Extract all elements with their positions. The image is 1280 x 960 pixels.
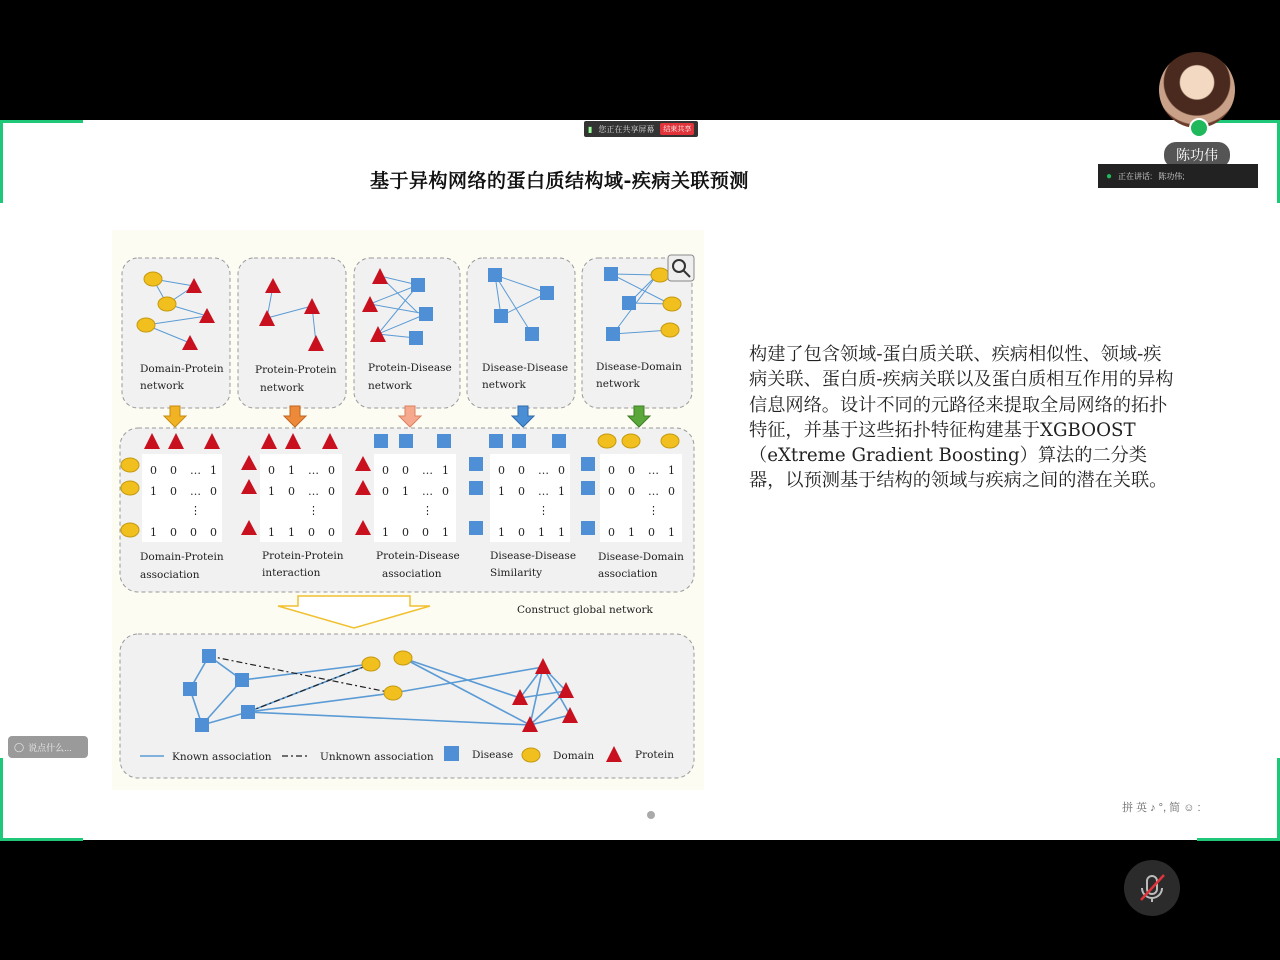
domain-node xyxy=(622,434,640,448)
mic-active-icon xyxy=(1189,118,1209,138)
network-label-4b: network xyxy=(482,379,526,391)
matrix-cell: … xyxy=(538,485,549,498)
disease-node xyxy=(512,434,526,448)
matrix-cell: … xyxy=(422,485,433,498)
matrix-cell: 0 xyxy=(328,485,335,498)
domain-node xyxy=(362,657,380,671)
matrix-cell: 1 xyxy=(382,526,389,539)
matrix-cell: ⋮ xyxy=(648,504,659,517)
matrix-cell: 0 xyxy=(628,485,635,498)
domain-node xyxy=(121,523,139,537)
stop-share-button[interactable]: 结束共享 xyxy=(660,123,694,135)
disease-node xyxy=(183,682,197,696)
matrix-cell: 1 xyxy=(288,526,295,539)
matrix-cell: … xyxy=(190,464,201,477)
matrix-cell: 1 xyxy=(210,464,217,477)
matrix-cell: 0 xyxy=(442,485,449,498)
disease-node xyxy=(581,521,595,535)
matrix-cell: 0 xyxy=(558,464,565,477)
matrix-cell: 1 xyxy=(498,485,505,498)
construct-label: Construct global network xyxy=(517,604,653,616)
magnifier-icon[interactable] xyxy=(668,255,694,281)
matrix-cell: 1 xyxy=(668,464,675,477)
signal-icon: ▮ xyxy=(588,124,593,134)
matrix-cell: 1 xyxy=(628,526,635,539)
disease-node xyxy=(202,649,216,663)
disease-node xyxy=(195,718,209,732)
legend-unknown: Unknown association xyxy=(320,751,434,763)
chat-icon: ◯ xyxy=(14,741,25,752)
matrix-label-5: Disease-Domain xyxy=(598,551,684,563)
domain-node xyxy=(121,481,139,495)
matrix-cell: 1 xyxy=(150,526,157,539)
matrix-cell: ⋮ xyxy=(308,504,319,517)
chat-placeholder: 说点什么... xyxy=(28,742,72,753)
disease-node xyxy=(606,327,620,341)
domain-node xyxy=(661,434,679,448)
matrix-cell: 0 xyxy=(608,464,615,477)
legend-protein: Protein xyxy=(635,749,674,761)
matrix-cell: 1 xyxy=(558,526,565,539)
matrix-cell: ⋮ xyxy=(190,504,201,517)
disease-node xyxy=(411,278,425,292)
domain-node xyxy=(661,323,679,337)
speaking-indicator xyxy=(1098,164,1258,188)
matrix-cell: 1 xyxy=(268,485,275,498)
chat-input[interactable] xyxy=(8,736,88,758)
matrix-cell: 1 xyxy=(442,526,449,539)
legend-domain: Domain xyxy=(553,750,595,762)
matrix-cell: 0 xyxy=(170,526,177,539)
matrix-cell: ⋮ xyxy=(538,504,549,517)
matrix-cell: 0 xyxy=(422,526,429,539)
matrix-cell: 0 xyxy=(268,464,275,477)
matrix-cell: … xyxy=(422,464,433,477)
matrix-cell: … xyxy=(308,464,319,477)
matrix-cell: 1 xyxy=(402,485,409,498)
matrix-label-2b: interaction xyxy=(262,567,321,579)
network-label-5: Disease-Domain xyxy=(596,361,682,373)
disease-node xyxy=(488,268,502,282)
matrix-label-5b: association xyxy=(598,568,658,580)
matrix-cell: 0 xyxy=(518,526,525,539)
legend-known: Known association xyxy=(172,751,272,763)
network-label-5b: network xyxy=(596,378,640,390)
network-label-1b: network xyxy=(140,380,184,392)
disease-node xyxy=(469,481,483,495)
domain-node xyxy=(121,458,139,472)
network-label-4: Disease-Disease xyxy=(482,362,569,374)
network-label-3b: network xyxy=(368,380,412,392)
slide-title: 基于异构网络的蛋白质结构域-疾病关联预测 xyxy=(370,170,749,192)
speaking-label: 正在讲话: xyxy=(1118,171,1153,181)
matrix-cell: 0 xyxy=(402,526,409,539)
matrix-label-4: Disease-Disease xyxy=(490,550,577,562)
matrix-cell: 0 xyxy=(210,485,217,498)
network-label-2b: network xyxy=(260,382,304,394)
matrix-label-2: Protein-Protein xyxy=(262,550,344,562)
matrix-cell: … xyxy=(308,485,319,498)
matrix-cell: ⋮ xyxy=(422,504,433,517)
matrix-cell: 0 xyxy=(328,464,335,477)
network-label-3: Protein-Disease xyxy=(368,362,452,374)
domain-node xyxy=(394,651,412,665)
speaking-name: 陈功伟; xyxy=(1158,171,1185,181)
matrix-label-3: Protein-Disease xyxy=(376,550,460,562)
matrix-cell: 0 xyxy=(518,485,525,498)
domain-node xyxy=(158,297,176,311)
disease-node xyxy=(489,434,503,448)
disease-node xyxy=(235,673,249,687)
matrix-cell: … xyxy=(538,464,549,477)
matrix-cell: 0 xyxy=(402,464,409,477)
disease-node xyxy=(399,434,413,448)
disease-node xyxy=(409,331,423,345)
mic-icon: ● xyxy=(1106,170,1113,182)
matrix-cell: … xyxy=(648,485,659,498)
disease-node xyxy=(622,296,636,310)
share-frame-corner xyxy=(1197,758,1280,841)
matrix-label-4b: Similarity xyxy=(490,567,543,579)
disease-node xyxy=(581,481,595,495)
matrix-cell: 0 xyxy=(308,526,315,539)
matrix-cell: 0 xyxy=(288,485,295,498)
legend-disease: Disease xyxy=(472,749,514,761)
disease-node xyxy=(374,434,388,448)
matrix-cell: 1 xyxy=(150,485,157,498)
disease-node xyxy=(581,457,595,471)
disease-node xyxy=(494,309,508,323)
matrix-label-1b: association xyxy=(140,569,200,581)
matrix-cell: 1 xyxy=(558,485,565,498)
share-frame-corner xyxy=(0,758,83,841)
disease-node xyxy=(469,457,483,471)
network-panels xyxy=(122,255,694,408)
disease-node xyxy=(437,434,451,448)
matrix-cell: 0 xyxy=(668,485,675,498)
network-figure xyxy=(112,230,704,790)
matrix-cell: 0 xyxy=(518,464,525,477)
matrix-label-3b: association xyxy=(382,568,442,580)
matrix-cell: 0 xyxy=(150,464,157,477)
disease-node xyxy=(540,286,554,300)
ime-status-bar[interactable]: 拼 英 ♪ °, 简 ☺ : xyxy=(1122,802,1201,814)
disease-node xyxy=(419,307,433,321)
matrix-cell: 1 xyxy=(442,464,449,477)
matrix-cell: 1 xyxy=(268,526,275,539)
domain-node xyxy=(598,434,616,448)
matrix-cell: 0 xyxy=(170,464,177,477)
matrix-cell: 0 xyxy=(648,526,655,539)
domain-node xyxy=(384,686,402,700)
domain-node xyxy=(137,318,155,332)
mute-mic-button[interactable] xyxy=(1124,860,1180,916)
matrix-cell: … xyxy=(190,485,201,498)
matrix-cell: 0 xyxy=(328,526,335,539)
disease-node xyxy=(525,327,539,341)
matrix-label-1: Domain-Protein xyxy=(140,551,224,563)
disease-node xyxy=(604,267,618,281)
mic-muted-icon xyxy=(1124,860,1180,916)
page-indicator-dot[interactable] xyxy=(647,811,655,819)
matrix-cell: 1 xyxy=(538,526,545,539)
participant-name: 陈功伟 xyxy=(1164,142,1230,168)
share-frame-corner xyxy=(0,120,83,203)
domain-node xyxy=(651,268,669,282)
matrix-cell: 0 xyxy=(628,464,635,477)
matrix-cell: 0 xyxy=(190,526,197,539)
matrix-cell: 0 xyxy=(382,464,389,477)
matrix-cell: 0 xyxy=(210,526,217,539)
disease-node xyxy=(469,521,483,535)
network-label-1: Domain-Protein xyxy=(140,363,224,375)
matrix-cell: 0 xyxy=(608,485,615,498)
share-status-text: 您正在共享屏幕 xyxy=(598,124,655,134)
disease-swatch xyxy=(444,746,459,761)
matrix-cell: 1 xyxy=(288,464,295,477)
matrix-cell: 1 xyxy=(498,526,505,539)
matrix-cell: 0 xyxy=(498,464,505,477)
matrix-cell: 0 xyxy=(382,485,389,498)
slide-body-text: 构建了包含领域-蛋白质关联、疾病相似性、领域-疾病关联、蛋白质-疾病关联以及蛋白质相互作用的异构信息网络。设计不同的元路径来提取全局网络的拓扑特征，并基于这些拓扑特征构建基于XGBOOST（eXtreme Gradient Boosting）算法的二分类器，以预测基于结构的领域与疾病之间的潜在关联。 xyxy=(749,344,1174,492)
matrix-cell: 1 xyxy=(668,526,675,539)
domain-node xyxy=(663,297,681,311)
domain-swatch xyxy=(522,748,540,762)
matrix-cell: … xyxy=(648,464,659,477)
domain-node xyxy=(144,272,162,286)
disease-node xyxy=(241,705,255,719)
participant-avatar[interactable] xyxy=(1159,52,1235,128)
matrix-cell: 0 xyxy=(170,485,177,498)
disease-node xyxy=(552,434,566,448)
network-label-2: Protein-Protein xyxy=(255,364,337,376)
matrix-cell: 0 xyxy=(608,526,615,539)
screen-share-bar xyxy=(584,121,698,137)
